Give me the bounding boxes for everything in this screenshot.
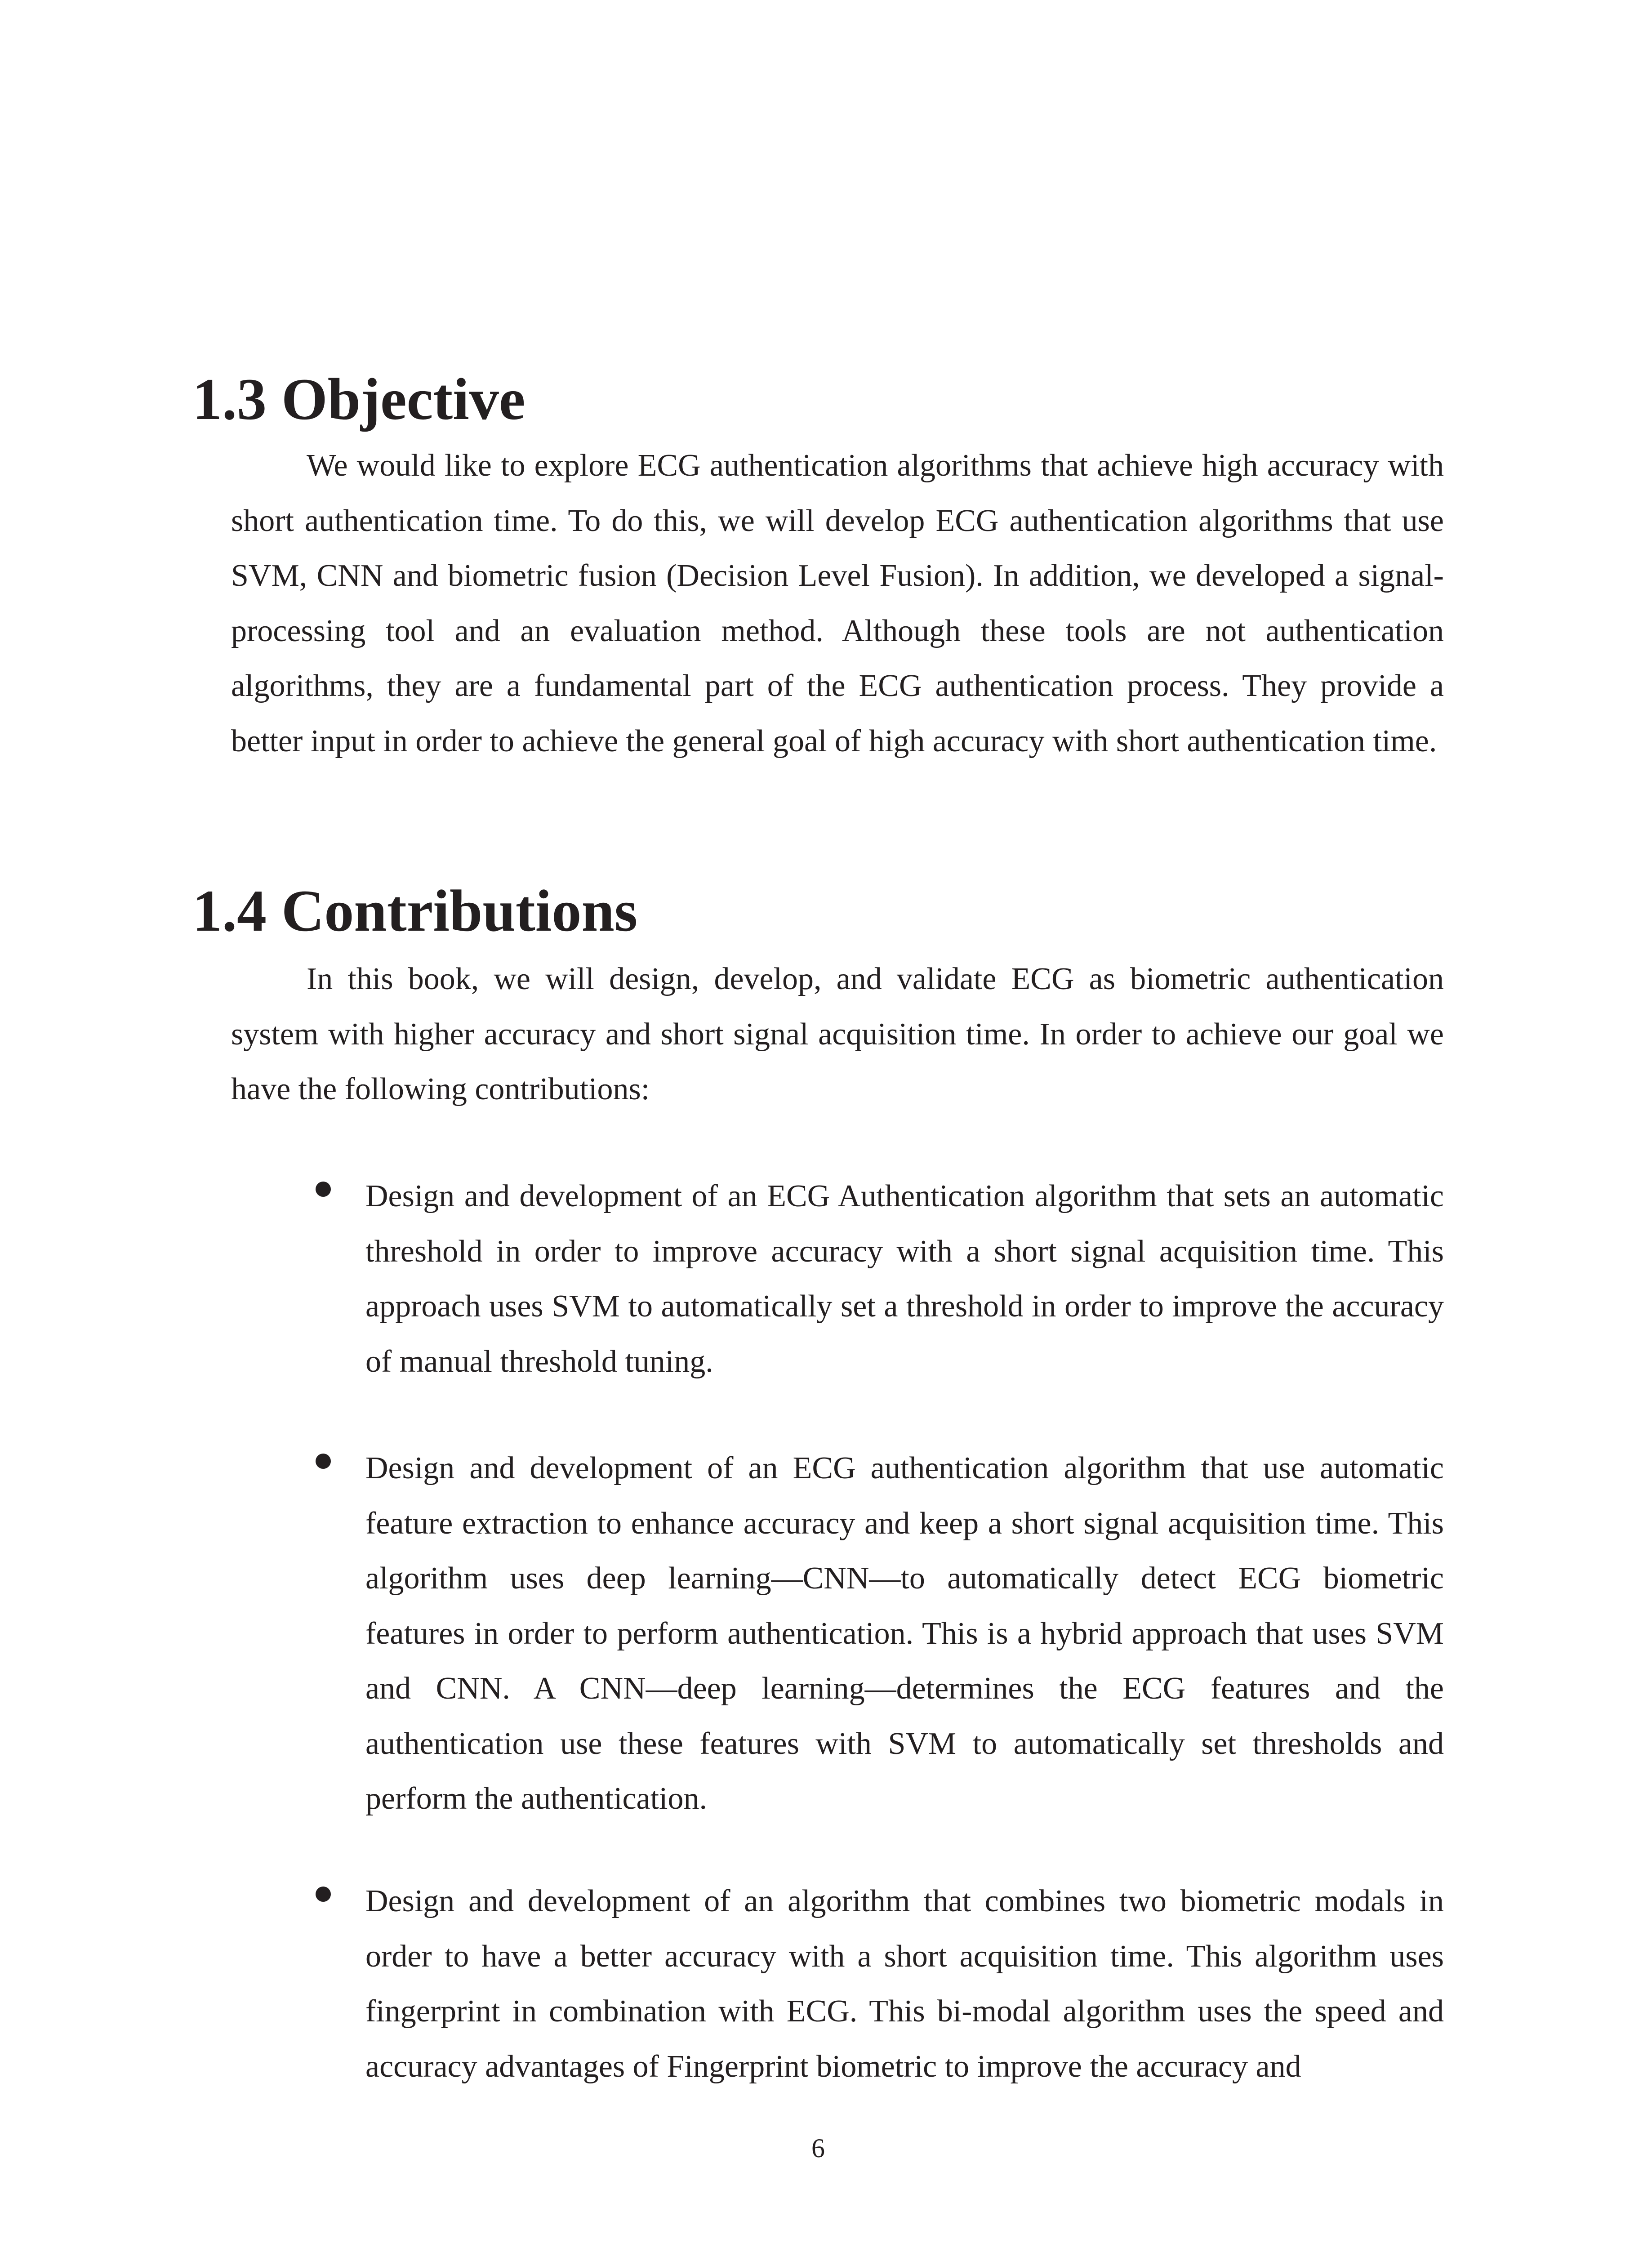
bullet-icon bbox=[316, 1887, 331, 1902]
section-heading-objective: 1.3 Objective bbox=[192, 366, 525, 432]
section-heading-contributions: 1.4 Contributions bbox=[192, 878, 638, 944]
objective-paragraph: We would like to explore ECG authentication algorithms that achieve high accuracy with short authentication time. To do this, we will develop ECG authentication algorithms that use SVM, CNN and biometric fusion (Decision Level Fusion). In addition, we developed a signal-processing tool and an evaluation method. Although these tools are not authentication algorithms, they are a fundamental part of the ECG authentication process. They provide a better input in order to achieve the general goal of high accuracy with short authentication time. bbox=[231, 448, 1444, 758]
bullet-text: Design and development of an algorithm that combines two biometric modals in order to have a better accuracy with a short acquisition time. This algorithm uses fingerprint in combination with ECG. This bi-modal algorithm uses the speed and accuracy advantages of Fingerprint biometric to improve the accuracy and bbox=[365, 1884, 1444, 2084]
page-number: 6 bbox=[811, 2133, 825, 2163]
bullet-text: Design and development of an ECG authentication algorithm that use automatic feature extraction to enhance accuracy and keep a short signal acquisition time. This algorithm uses deep learning—CNN—to automatically detect ECG biometric features in order to perform authentication. This is a hybrid approach that uses SVM and CNN. A CNN—deep learning—determines the ECG features and the authentication use these features with SVM to automatically set thresholds and perform the authentication. bbox=[365, 1451, 1444, 1816]
bullet-text: Design and development of an ECG Authentication algorithm that sets an automatic threshold in order to improve accuracy with a short signal acquisition time. This approach uses SVM to automatically set a threshold in order to improve the accuracy of manual threshold tuning. bbox=[365, 1179, 1444, 1379]
bullet-icon bbox=[316, 1454, 331, 1469]
bullet-icon bbox=[316, 1182, 331, 1197]
contributions-intro-paragraph: In this book, we will design, develop, and validate ECG as biometric authentication system with higher accuracy and short signal acquisition time. In order to achieve our goal we have the following contributions: bbox=[231, 962, 1444, 1106]
